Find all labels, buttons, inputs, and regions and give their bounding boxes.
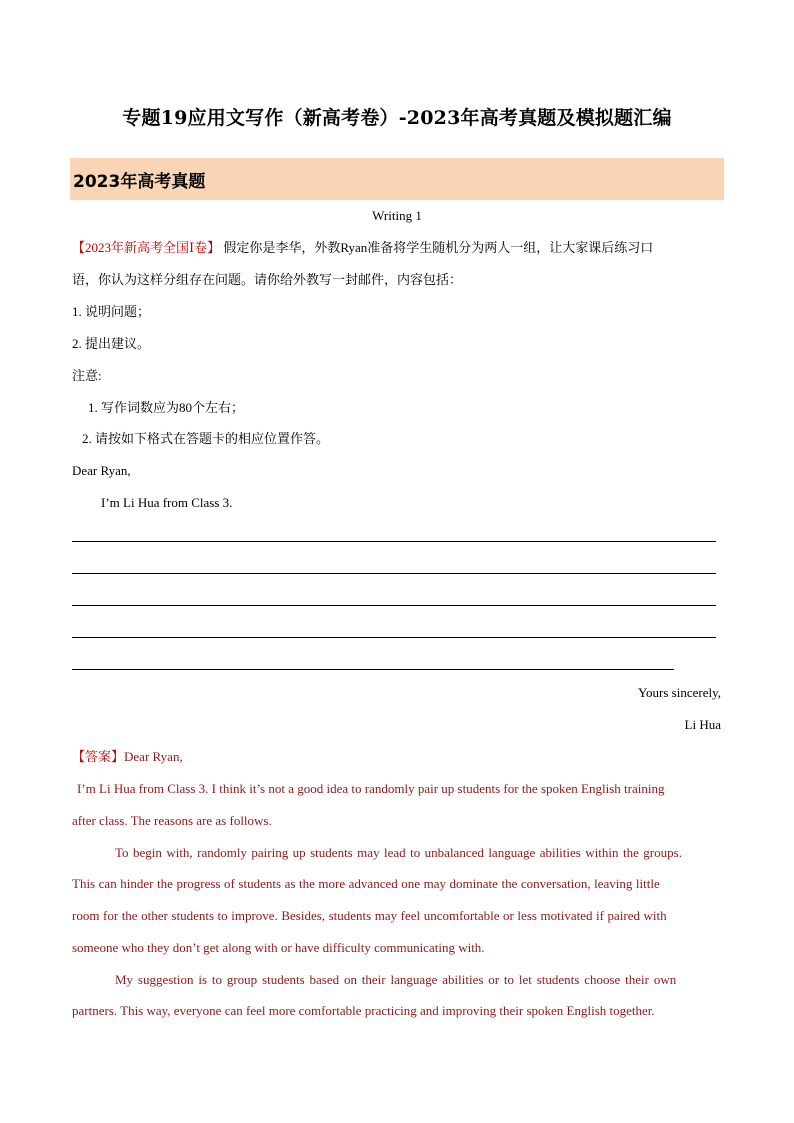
answer-blank-line: [72, 637, 716, 638]
prompt-line-1: [72, 240, 653, 256]
prompt-line-2: 语，你认为这样分组存在问题。请你给外教写一封邮件，内容包括：: [72, 272, 463, 287]
answer-p2-line4: someone who they don’t get along with or have difficulty communicating with.: [72, 940, 485, 955]
source-tag: 【2023年新高考全国Ⅰ卷】: [72, 240, 221, 255]
answer-p1-line2: after class. The reasons are as follows.: [72, 813, 272, 828]
answer-blank-line: [72, 541, 716, 542]
answer-greeting: Dear Ryan,: [124, 749, 183, 764]
letter-greeting: Dear Ryan,: [72, 463, 131, 478]
answer-p3-line2: partners. This way, everyone can feel more comfortable practicing and improving their spoken English together.: [72, 1003, 655, 1018]
answer-p3-line1: My suggestion is to group students based on their language abilities or to let students choose their own: [115, 972, 677, 987]
answer-p2-line3: room for the other students to improve. Besides, students may feel uncomfortable or less motivated if paired with: [72, 908, 667, 923]
answer-p2-line1: To begin with, randomly pairing up students may lead to unbalanced language abilities within the groups.: [115, 845, 682, 860]
notes-label: 注意:: [72, 368, 102, 383]
section-banner: [70, 158, 724, 200]
answer-p1-line1: I’m Li Hua from Class 3. I think it’s not a good idea to randomly pair up students for the spoken English training: [77, 781, 665, 796]
note-2: 2. 请按如下格式在答题卡的相应位置作答。: [82, 431, 330, 446]
content-point-2: 2. 提出建议。: [72, 336, 151, 351]
note-1: 1. 写作词数应为80个左右；: [88, 400, 245, 415]
letter-closing: Yours sincerely,: [637, 685, 721, 700]
answer-blank-line: [72, 605, 716, 606]
answer-blank-line: [72, 669, 674, 670]
answer-blank-line: [72, 573, 716, 574]
section-heading: 2023年高考真题: [73, 172, 206, 192]
page-title: 专题19应用文写作（新高考卷）-2023年高考真题及模拟题汇编: [122, 107, 672, 129]
answer-p2-line2: This can hinder the progress of students as the more advanced one may dominate the conversation, leaving little: [72, 876, 660, 891]
writing-label: Writing 1: [372, 208, 422, 223]
answer-label: 【答案】: [72, 749, 125, 764]
letter-opening: I’m Li Hua from Class 3.: [101, 495, 233, 510]
letter-signature: Li Hua: [684, 717, 721, 732]
content-point-1: 1. 说明问题；: [72, 304, 151, 319]
answer-header: [72, 749, 183, 765]
prompt-text-1: 假定你是李华，外教Ryan准备将学生随机分为两人一组，让大家课后练习口: [223, 240, 654, 255]
